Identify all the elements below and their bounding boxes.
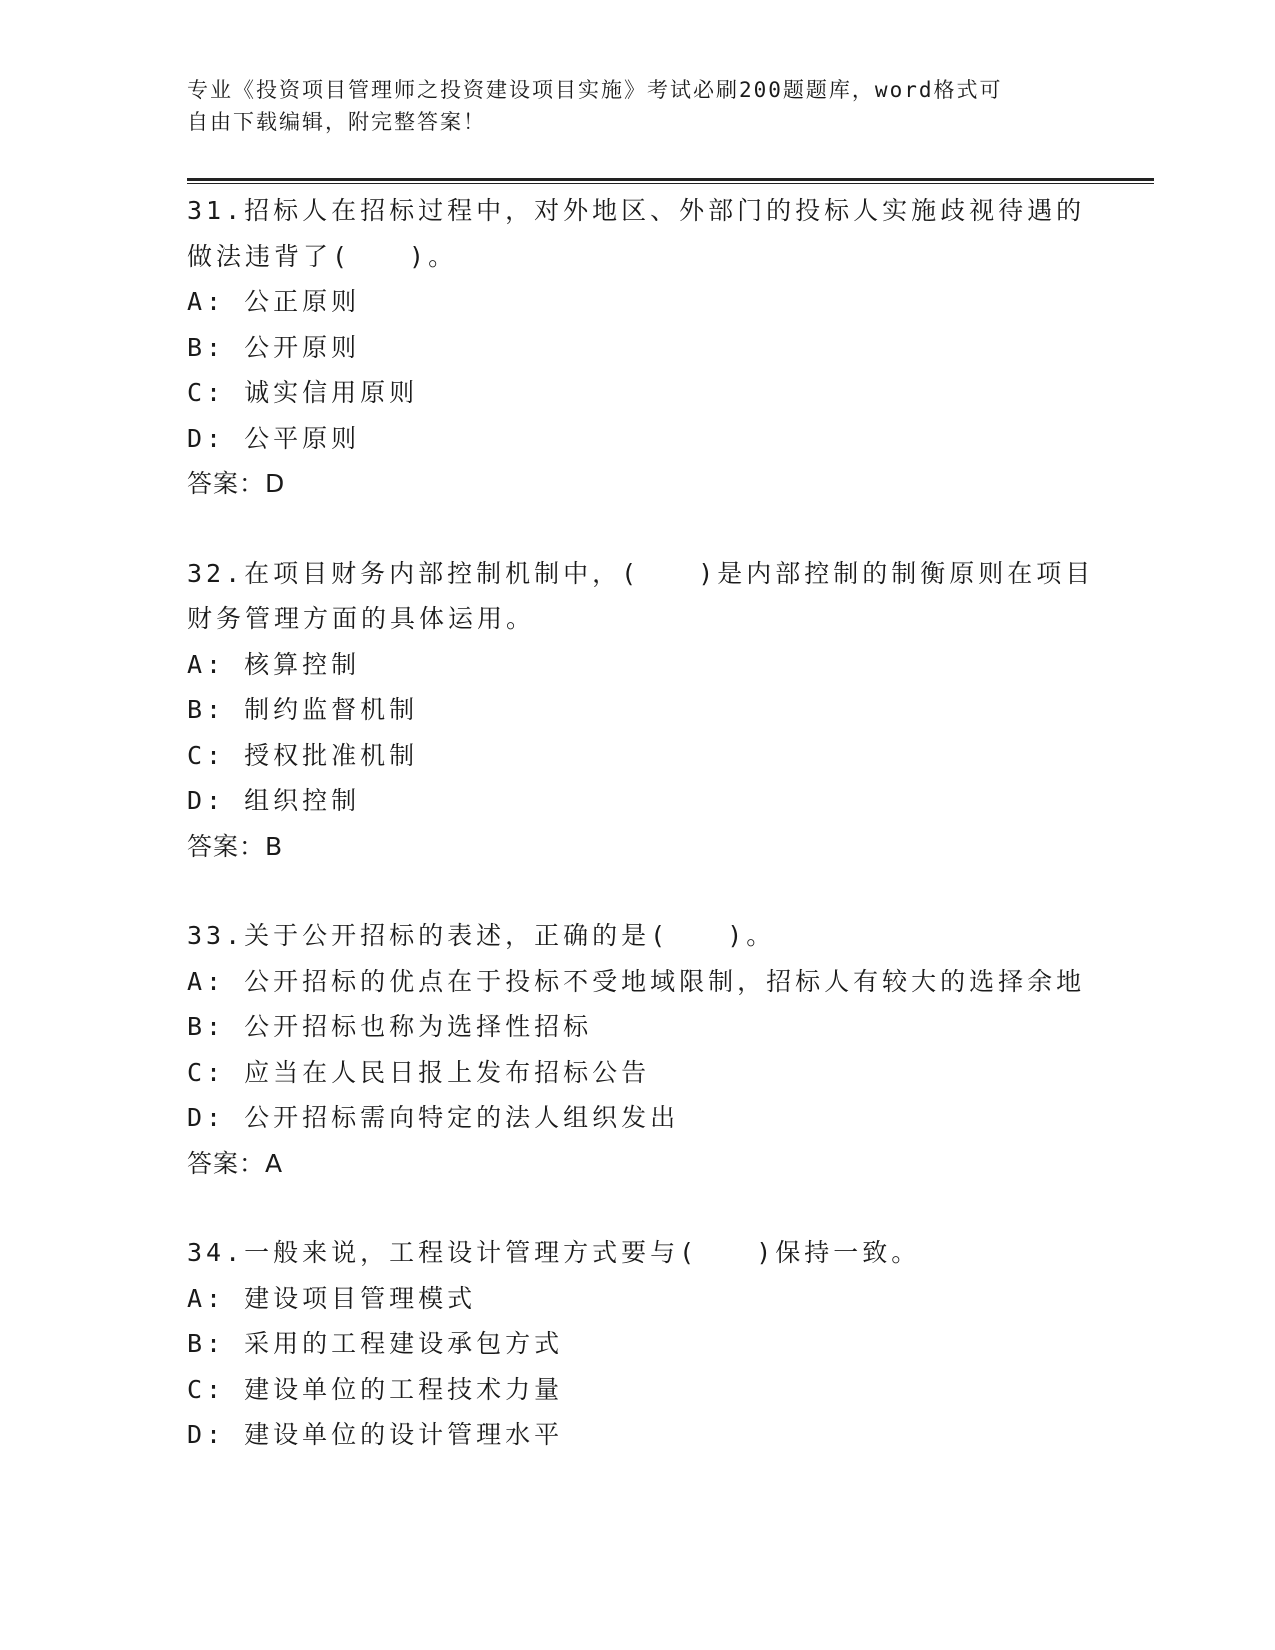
question-stem: 33.关于公开招标的表述，正确的是( )。 bbox=[187, 921, 776, 950]
question-list bbox=[187, 188, 1095, 1502]
option-c: C: 建设单位的工程技术力量 bbox=[187, 1374, 564, 1404]
question-stem: 32.在项目财务内部控制机制中，( )是内部控制的制衡原则在项目 bbox=[187, 558, 1095, 588]
option-c: C: 授权批准机制 bbox=[187, 740, 419, 770]
option-a: A: 建设项目管理模式 bbox=[187, 1283, 477, 1313]
answer-text: 答案：A bbox=[187, 1148, 284, 1178]
option-b: B: 公开招标也称为选择性招标 bbox=[187, 1012, 593, 1041]
question-stem: 财务管理方面的具体运用。 bbox=[187, 604, 536, 633]
header-line-2: 自由下载编辑，附完整答案！ bbox=[187, 110, 486, 134]
question-32 bbox=[187, 551, 1095, 870]
option-a: A: 公开招标的优点在于投标不受地域限制，招标人有较大的选择余地 bbox=[187, 966, 1086, 996]
answer-text: 答案：D bbox=[187, 469, 286, 498]
header-divider-thin bbox=[187, 183, 1154, 184]
question-stem: 31.招标人在招标过程中，对外地区、外部门的投标人实施歧视待遇的 bbox=[187, 196, 1086, 225]
option-a: A: 核算控制 bbox=[187, 649, 361, 679]
answer-text: 答案：B bbox=[187, 831, 284, 861]
option-b: B: 公开原则 bbox=[187, 332, 361, 362]
document-header bbox=[187, 74, 1067, 138]
question-34 bbox=[187, 1230, 1087, 1458]
option-a: A: 公正原则 bbox=[187, 287, 361, 316]
option-c: C: 应当在人民日报上发布招标公告 bbox=[187, 1057, 651, 1087]
option-b: B: 制约监督机制 bbox=[187, 695, 419, 724]
question-stem: 34.一般来说，工程设计管理方式要与( )保持一致。 bbox=[187, 1238, 921, 1267]
option-d: D: 公开招标需向特定的法人组织发出 bbox=[187, 1103, 680, 1132]
option-d: D: 组织控制 bbox=[187, 786, 361, 815]
header-line-1: 专业《投资项目管理师之投资建设项目实施》考试必刷200题题库，word格式可 bbox=[187, 78, 1003, 102]
question-stem: 做法违背了( )。 bbox=[187, 241, 458, 271]
option-b: B: 采用的工程建设承包方式 bbox=[187, 1329, 564, 1358]
option-c: C: 诚实信用原则 bbox=[187, 378, 419, 407]
option-d: D: 建设单位的设计管理水平 bbox=[187, 1420, 564, 1449]
option-d: D: 公平原则 bbox=[187, 423, 361, 453]
question-33 bbox=[187, 913, 1087, 1186]
header-divider-thick bbox=[187, 178, 1154, 181]
question-31 bbox=[187, 188, 1087, 507]
